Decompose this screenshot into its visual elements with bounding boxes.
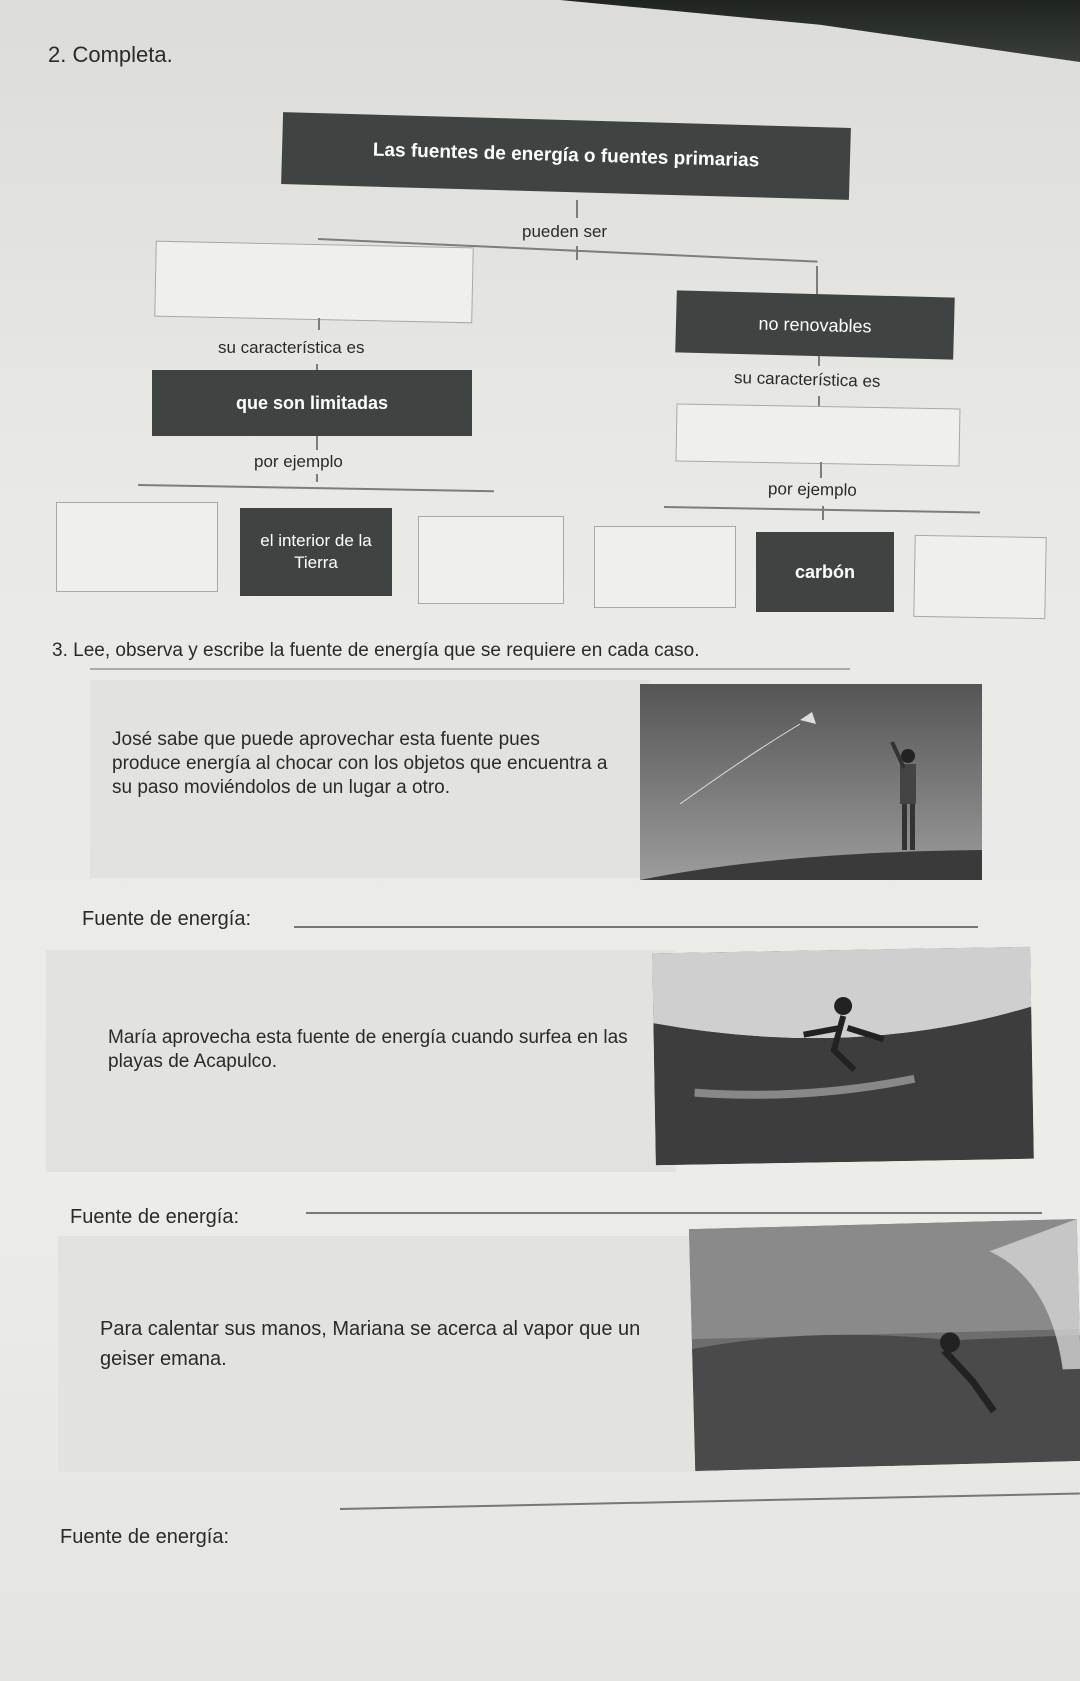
- case-2-answer-line[interactable]: [306, 1212, 1042, 1214]
- divider: [90, 668, 850, 670]
- surf-photo: [652, 947, 1034, 1166]
- connector-line: [316, 474, 318, 482]
- case-1-answer-line[interactable]: [294, 926, 978, 928]
- geyser-illustration: [689, 1219, 1080, 1471]
- case-3-card: [58, 1236, 718, 1472]
- surf-illustration: [652, 947, 1034, 1166]
- case-1-card: [90, 680, 650, 878]
- left-example-label: por ejemplo: [254, 452, 343, 471]
- right-category-box: no renovables: [675, 290, 955, 359]
- connector-line: [318, 318, 320, 330]
- blank-left-example-1[interactable]: [56, 502, 218, 592]
- connector-line: [316, 436, 318, 450]
- connector-label: pueden ser: [522, 222, 608, 241]
- blank-right-example-1[interactable]: [594, 526, 736, 608]
- case-2-answer-label: Fuente de energía:: [70, 1206, 240, 1228]
- blank-right-example-3[interactable]: [913, 535, 1046, 619]
- case-2-card: [46, 950, 676, 1172]
- right-characteristic-label: su característica es: [733, 368, 881, 391]
- case-1-text: José sabe que puede aprovechar esta fuente pues produce energía al chocar con los objetos que encuentra a su paso moviéndolos de un lugar a otro.: [112, 729, 608, 798]
- left-characteristic-label: su característica es: [218, 338, 365, 357]
- exercise-2-instruction: 2. Completa.: [48, 42, 173, 67]
- root-node: Las fuentes de energía o fuentes primarias: [281, 112, 851, 200]
- left-characteristic-box: que son limitadas: [152, 370, 472, 436]
- connector-line: [820, 462, 822, 478]
- connector-line: [818, 356, 820, 366]
- blank-category-box[interactable]: [154, 241, 474, 324]
- left-example-filled: el interior de la Tierra: [240, 508, 392, 596]
- case-3-answer-label: Fuente de energía:: [60, 1526, 230, 1548]
- blank-right-characteristic-box[interactable]: [676, 404, 961, 467]
- connector-line: [576, 246, 578, 260]
- right-example-label: por ejemplo: [767, 479, 857, 500]
- case-3-answer-line[interactable]: [340, 1493, 1080, 1510]
- background-shadow: [560, 0, 1080, 62]
- case-1-answer-label: Fuente de energía:: [82, 908, 252, 930]
- connector-line: [818, 396, 820, 406]
- connector-line: [576, 200, 578, 218]
- right-example-filled: carbón: [756, 532, 894, 612]
- case-2-text: María aprovecha esta fuente de energía cuando surfea en las playas de Acapulco.: [108, 1027, 628, 1072]
- exercise-3-instruction: 3. Lee, observa y escribe la fuente de energía que se requiere en cada caso.: [52, 640, 700, 661]
- case-3-text: Para calentar sus manos, Mariana se acerca al vapor que un geiser emana.: [100, 1318, 641, 1370]
- kite-photo: [640, 684, 982, 880]
- branch-line: [138, 484, 494, 492]
- kite-illustration: [640, 684, 982, 880]
- geyser-photo: [689, 1219, 1080, 1471]
- blank-left-example-3[interactable]: [418, 516, 564, 604]
